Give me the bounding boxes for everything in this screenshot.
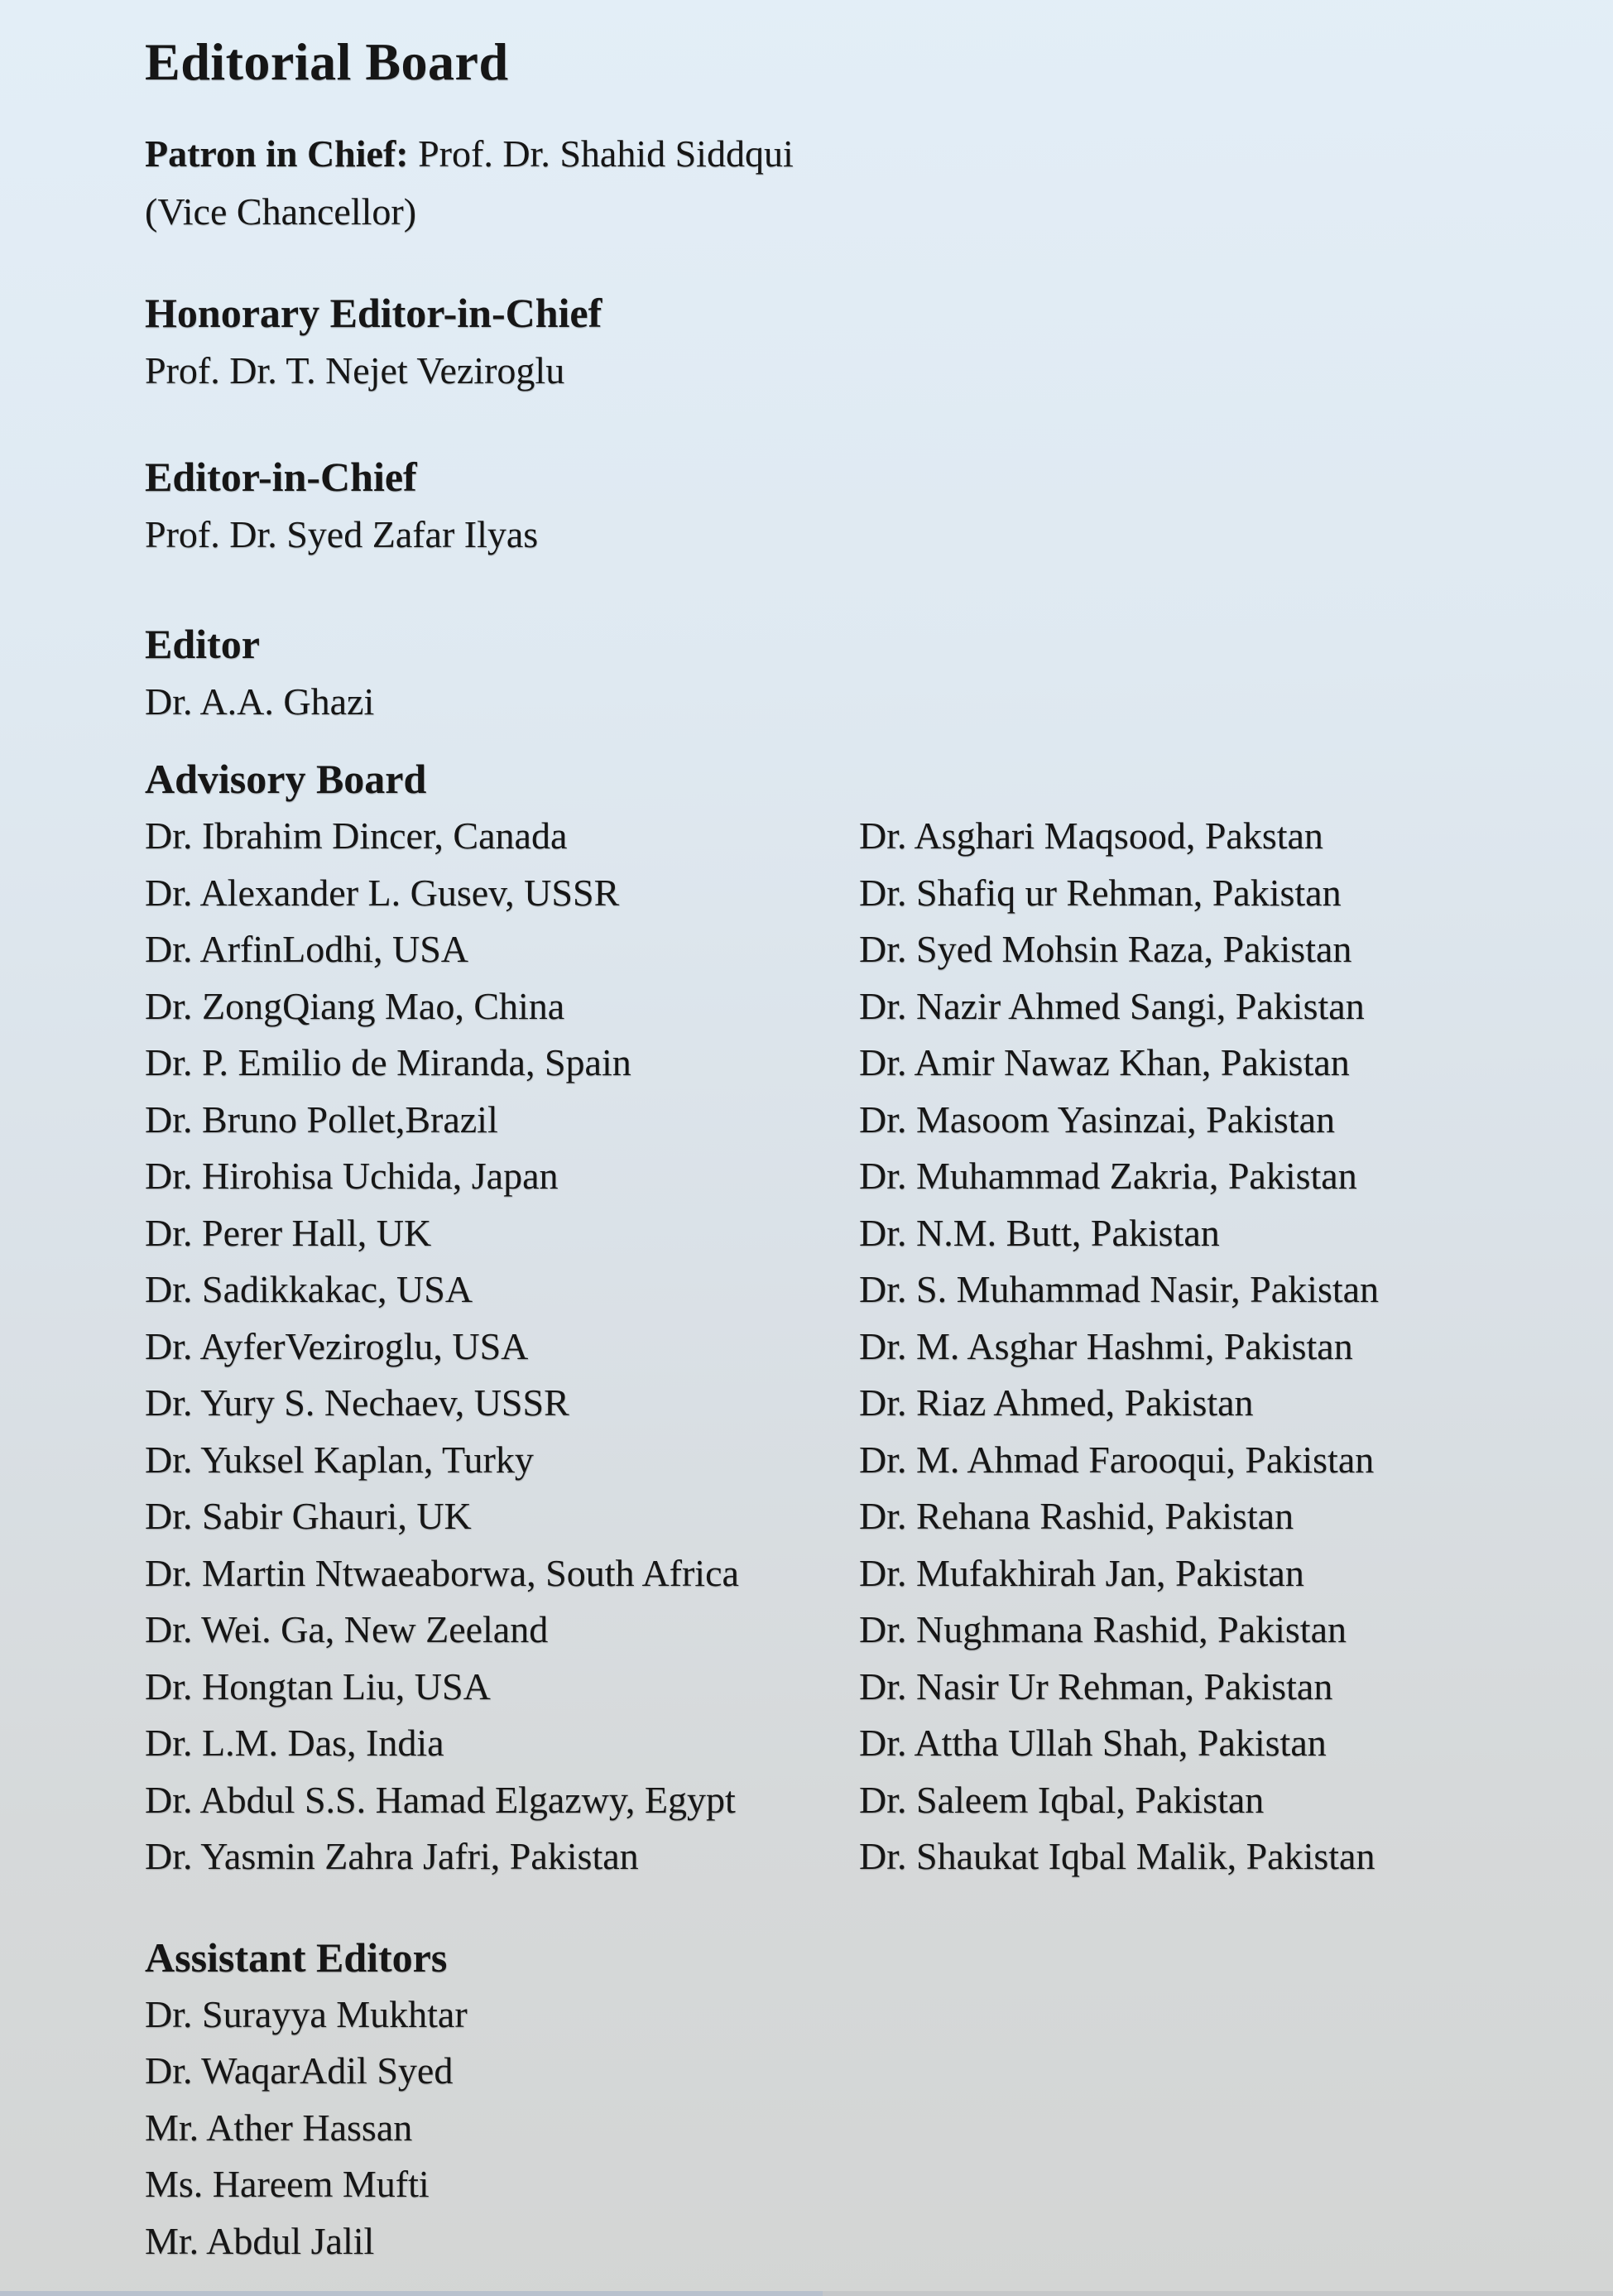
advisory-member: Dr. Martin Ntwaeaborwa, South Africa (145, 1551, 739, 1594)
page-bottom-edge (0, 2291, 1613, 2296)
advisory-member: Dr. Sabir Ghauri, UK (145, 1495, 472, 1537)
advisory-member: Dr. Rehana Rashid, Pakistan (859, 1495, 1294, 1537)
advisory-member: Dr. Wei. Ga, New Zeeland (145, 1608, 549, 1650)
assistant-editor: Dr. WaqarAdil Syed (145, 2049, 454, 2092)
patron-line (145, 125, 1613, 183)
honorary-editor-name: Prof. Dr. T. Nejet Veziroglu (145, 349, 565, 391)
page-title: Editorial Board (145, 32, 509, 91)
advisory-member: Dr. Masoom Yasinzai, Pakistan (859, 1098, 1335, 1141)
advisory-board-section (145, 750, 1613, 1885)
advisory-member: Dr. Sadikkakac, USA (145, 1268, 473, 1310)
advisory-member: Dr. Yury S. Nechaev, USSR (145, 1381, 569, 1424)
editor-in-chief-section (145, 448, 1613, 564)
advisory-member: Dr. Perer Hall, UK (145, 1211, 432, 1254)
advisory-member: Dr. Nughmana Rashid, Pakistan (859, 1608, 1347, 1650)
advisory-member: Dr. Shaukat Iqbal Malik, Pakistan (859, 1835, 1375, 1877)
honorary-editor-heading: Honorary Editor-in-Chief (145, 290, 602, 336)
advisory-member: Dr. Yuksel Kaplan, Turky (145, 1438, 534, 1481)
editor-heading: Editor (145, 621, 260, 667)
editor-section (145, 615, 1613, 731)
editor-in-chief-name: Prof. Dr. Syed Zafar Ilyas (145, 513, 539, 555)
advisory-member: Dr. Ibrahim Dincer, Canada (145, 814, 568, 857)
advisory-member: Dr. Riaz Ahmed, Pakistan (859, 1381, 1254, 1424)
advisory-member: Dr. P. Emilio de Miranda, Spain (145, 1041, 631, 1083)
advisory-board-heading: Advisory Board (145, 756, 427, 802)
editor-name: Dr. A.A. Ghazi (145, 680, 375, 723)
advisory-member: Dr. Yasmin Zahra Jafri, Pakistan (145, 1835, 639, 1877)
patron-subtitle: (Vice Chancellor) (145, 190, 417, 233)
patron-name: Prof. Dr. Shahid Siddqui (418, 132, 794, 175)
patron-label: Patron in Chief: (145, 132, 409, 175)
advisory-member: Dr. L.M. Das, India (145, 1722, 444, 1764)
advisory-member: Dr. Hirohisa Uchida, Japan (145, 1155, 559, 1197)
assistant-editor: Dr. Surayya Mukhtar (145, 1992, 468, 2035)
advisory-member: Dr. Bruno Pollet,Brazil (145, 1098, 498, 1141)
patron-section (145, 125, 1613, 241)
advisory-member: Dr. ZongQiang Mao, China (145, 984, 565, 1027)
advisory-member: Dr. AyferVeziroglu, USA (145, 1324, 529, 1367)
assistant-editors-section (145, 1929, 1613, 2270)
advisory-member: Dr. Mufakhirah Jan, Pakistan (859, 1551, 1304, 1594)
advisory-member: Dr. Nasir Ur Rehman, Pakistan (859, 1664, 1333, 1708)
advisory-member: Dr. N.M. Butt, Pakistan (859, 1211, 1220, 1254)
advisory-member: Dr. Muhammad Zakria, Pakistan (859, 1155, 1357, 1197)
advisory-member: Dr. Saleem Iqbal, Pakistan (859, 1778, 1265, 1821)
advisory-member: Dr. Syed Mohsin Raza, Pakistan (859, 928, 1352, 970)
assistant-editor: Ms. Hareem Mufti (145, 2163, 430, 2205)
advisory-member: Dr. M. Ahmad Farooqui, Pakistan (859, 1438, 1375, 1481)
advisory-member: Dr. S. Muhammad Nasir, Pakistan (859, 1268, 1380, 1310)
advisory-member: Dr. Alexander L. Gusev, USSR (145, 871, 620, 914)
assistant-editors-heading: Assistant Editors (145, 1933, 448, 1981)
advisory-member: Dr. ArfinLodhi, USA (145, 928, 468, 970)
advisory-member: Dr. Shafiq ur Rehman, Pakistan (859, 871, 1342, 914)
advisory-member: Dr. Nazir Ahmed Sangi, Pakistan (859, 984, 1365, 1027)
advisory-member: Dr. Amir Nawaz Khan, Pakistan (859, 1041, 1350, 1083)
assistant-editor: Mr. Ather Hassan (145, 2106, 413, 2149)
advisory-member: Dr. Abdul S.S. Hamad Elgazwy, Egypt (145, 1778, 736, 1821)
honorary-editor-section (145, 284, 1613, 400)
advisory-board-list (145, 808, 1613, 1885)
advisory-member: Dr. Hongtan Liu, USA (145, 1664, 491, 1708)
assistant-editors-list (145, 1986, 1613, 2270)
advisory-member: Dr. M. Asghar Hashmi, Pakistan (859, 1324, 1353, 1367)
advisory-member: Dr. Asghari Maqsood, Pakstan (859, 814, 1323, 857)
advisory-member: Dr. Attha Ullah Shah, Pakistan (859, 1722, 1327, 1764)
page-bottom-edge-left (0, 2291, 823, 2296)
assistant-editor: Mr. Abdul Jalil (145, 2219, 375, 2262)
editor-in-chief-heading: Editor-in-Chief (145, 454, 417, 500)
